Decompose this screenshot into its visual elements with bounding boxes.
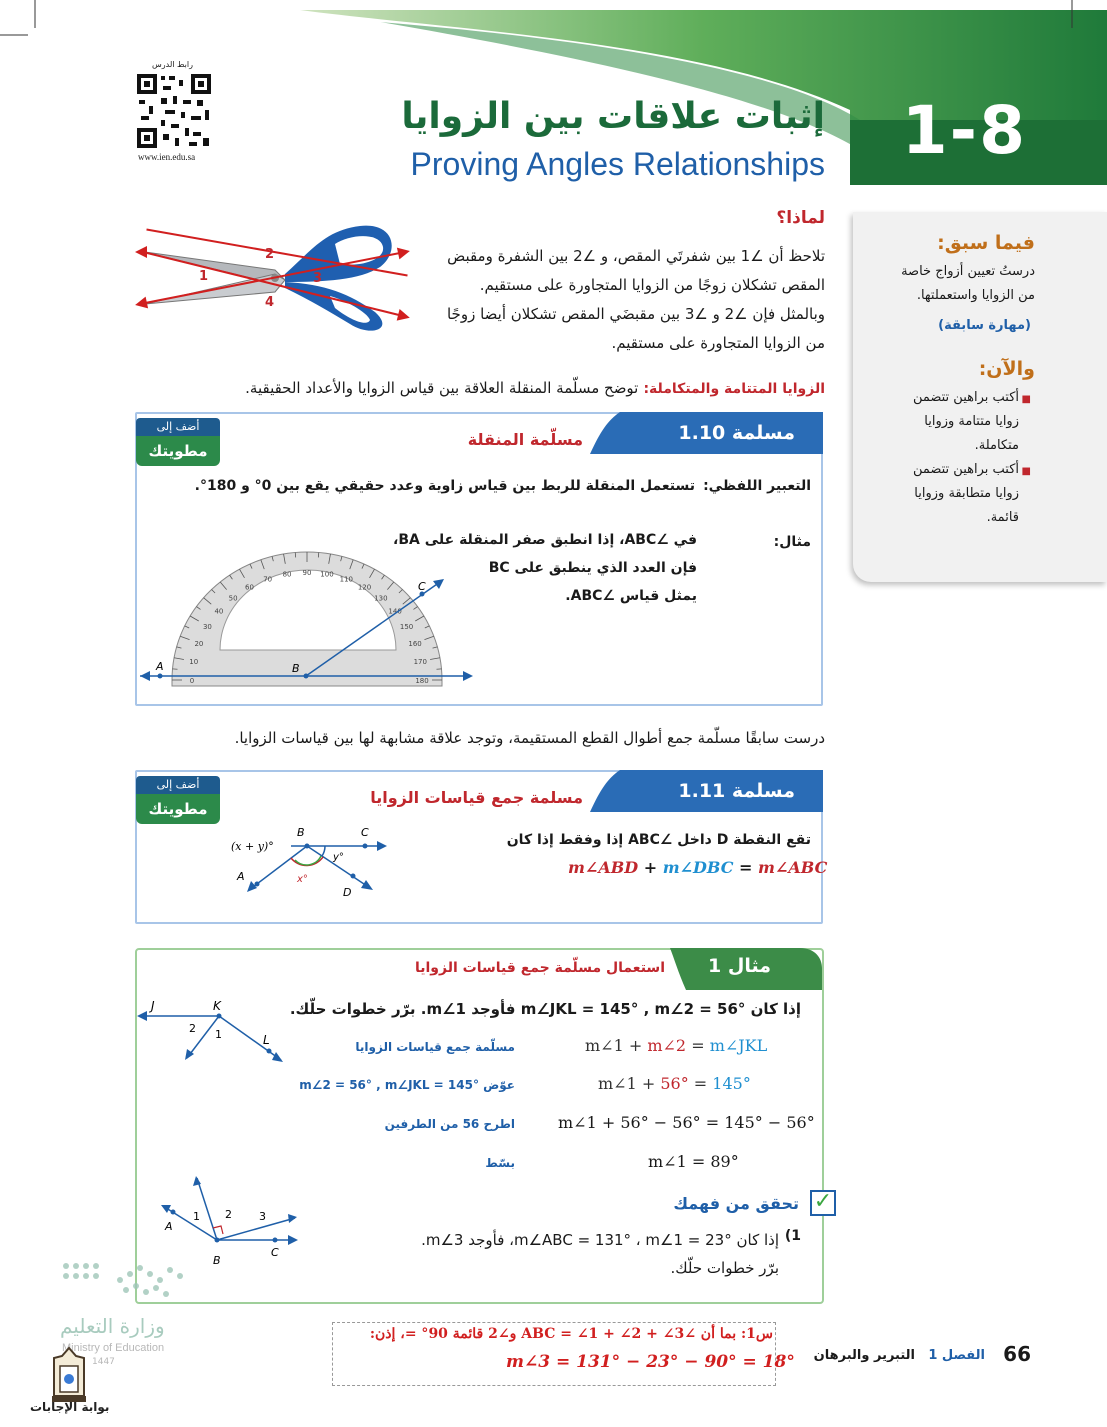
check-line-2: برّر خطوات حلّك. xyxy=(670,1259,779,1277)
label-j: J xyxy=(151,999,155,1013)
protractor-tick-label: 10 xyxy=(189,658,199,667)
now-item-2a: أكتب براهين تتضمن xyxy=(912,462,1019,477)
answer-line-1: س1: بما أن ∠ABC = ∠1 + ∠2 + ∠3 و∠2 قائمة 90° =، إذن: xyxy=(369,1326,773,1342)
bullet-icon: ■ xyxy=(1021,394,1031,405)
formula-term-dbc: m∠DBC xyxy=(662,858,734,877)
label-x: x° xyxy=(297,874,308,885)
foldable-badge[interactable] xyxy=(136,418,220,470)
postulate-111-name: مسلمة جمع قياسات الزوايا xyxy=(370,788,583,807)
angle-label-3: 3 xyxy=(313,271,323,286)
protractor-tick-label: 100 xyxy=(320,570,334,579)
chapter-label: الفصل 1 xyxy=(928,1348,985,1363)
ministry-name-ar: وزارة التعليم xyxy=(60,1314,165,1338)
lesson-title-arabic: إثبات علاقات بين الزوايا xyxy=(401,96,825,137)
point-label-c: C xyxy=(418,580,426,593)
label-angle-2: 2 xyxy=(189,1022,196,1035)
protractor-tick-label: 170 xyxy=(413,658,427,667)
step-2-expr xyxy=(598,1074,751,1093)
protractor-tick-label: 130 xyxy=(374,594,388,603)
label-d: D xyxy=(343,886,352,899)
step-3-expr: m∠1 + 56° − 56° = 145° − 56° xyxy=(558,1113,815,1132)
scissors-figure xyxy=(135,212,410,337)
label-angle-3: 3 xyxy=(259,1210,266,1223)
foldable-top: أضف إلى xyxy=(136,776,220,794)
protractor-tick-label: 80 xyxy=(282,570,292,579)
angle-label-2: 2 xyxy=(265,247,275,262)
protractor-tick-label: 180 xyxy=(415,677,429,685)
between-text: درست سابقًا مسلّمة جمع أطوال القطع المستقيمة، وتوجد علاقة مشابهة لها بين قياسات الزوايا. xyxy=(234,729,825,747)
step-1-reason: مسلّمة جمع قياسات الزوايا xyxy=(355,1040,515,1054)
label-angle-1: 1 xyxy=(193,1210,200,1223)
label-angle-2: 2 xyxy=(225,1208,232,1221)
label-y: y° xyxy=(333,852,344,863)
before-text-1: درستُ تعيين أزواج خاصة xyxy=(901,264,1035,279)
before-text-2: من الزوايا واستعملتها. xyxy=(916,288,1035,303)
check-heading: تحقق من فهمك xyxy=(673,1194,799,1213)
foldable-bottom: مطويتك xyxy=(136,794,220,824)
chapter-title: التبرير والبرهان xyxy=(813,1348,915,1363)
lesson-number: 1-8 xyxy=(901,92,1027,169)
checkmark-icon: ✓ xyxy=(810,1190,836,1216)
label-a: A xyxy=(237,870,245,883)
comp-supp-line xyxy=(245,374,825,403)
example-line-1: في ∠ABC، إذا انطبق صفر المنقلة على BA، xyxy=(393,532,697,548)
watermark-text: بوابة الإجابات xyxy=(30,1400,110,1414)
example-label: مثال: xyxy=(773,534,811,550)
lantern-icon xyxy=(44,1346,94,1406)
step-4-reason: بسّط xyxy=(485,1156,515,1170)
angle-label-4: 4 xyxy=(265,295,275,310)
before-heading: فيما سبق: xyxy=(937,232,1035,254)
angle-label-1: 1 xyxy=(199,269,209,284)
now-item-1b: زوايا متتامة وزوايا xyxy=(924,414,1019,429)
step-2-token: 145° xyxy=(712,1074,751,1093)
check-number: 1) xyxy=(784,1228,801,1244)
qr-code-icon[interactable] xyxy=(135,72,213,150)
why-line-3: وبالمثل فإن ∠2 و ∠3 بين مقبضَي المقص تشكلان أيضا زوجًا xyxy=(446,305,825,323)
label-c: C xyxy=(271,1246,279,1259)
step-1-token: m∠1 xyxy=(585,1036,629,1055)
comp-supp-text: توضح مسلّمة المنقلة العلاقة بين قياس الزوايا والأعداد الحقيقية. xyxy=(245,379,639,397)
ministry-logo-icon xyxy=(60,1260,190,1304)
protractor-tick-label: 60 xyxy=(245,583,254,592)
step-1-expr xyxy=(585,1036,767,1055)
example-1-problem: إذا كان m∠JKL = 145° , m∠2 = 56° فأوجد m∠1. برّر خطوات حلّك. xyxy=(289,1000,801,1018)
example-1-title: استعمال مسلّمة جمع قياسات الزوايا xyxy=(414,960,665,976)
step-2-token: = xyxy=(693,1074,713,1093)
ministry-name-en: Ministry of Education xyxy=(62,1342,165,1354)
verbal-text: تستعمل المنقلة للربط بين قياس زاوية وعدد حقيقي يقع بين 0° و 180°. xyxy=(194,478,695,494)
point-label-a: A xyxy=(156,660,164,673)
step-2-token: + xyxy=(641,1074,661,1093)
label-a: A xyxy=(165,1220,173,1233)
label-k: K xyxy=(213,999,221,1013)
protractor-tick-label: 0 xyxy=(189,677,195,685)
step-1-token: = xyxy=(691,1036,710,1055)
lesson-title-english: Proving Angles Relationships xyxy=(410,146,825,182)
protractor-tick-label: 70 xyxy=(263,575,273,584)
verbal-label: التعبير اللفظي: xyxy=(703,478,811,494)
label-b: B xyxy=(213,1254,221,1267)
ministry-year: 1447 xyxy=(92,1357,115,1367)
now-heading: والآن: xyxy=(978,358,1035,380)
step-1-token: m∠2 xyxy=(647,1036,692,1055)
protractor-tick-label: 90 xyxy=(302,569,312,577)
step-1-token: + xyxy=(628,1036,648,1055)
postulate-111-label: مسلمة 1.11 xyxy=(678,780,795,802)
example-line-3: يمثل قياس ∠ABC. xyxy=(565,588,697,604)
protractor-tick-label: 150 xyxy=(399,623,414,631)
protractor-tick-label: 20 xyxy=(194,640,204,649)
protractor-tick-label: 160 xyxy=(408,640,422,649)
point-label-b: B xyxy=(292,662,300,675)
qr-caption: رابط الدرس xyxy=(152,60,193,69)
step-2-reason: عوّض m∠2 = 56° , m∠JKL = 145° xyxy=(299,1078,515,1092)
protractor-figure xyxy=(140,530,475,690)
now-item-1a: أكتب براهين تتضمن xyxy=(912,390,1019,405)
protractor-tick-label: 120 xyxy=(357,583,372,592)
step-2-token: 56° xyxy=(660,1074,694,1093)
why-line-2: المقص تشكلان زوجًا من الزوايا المتجاورة على مستقيم. xyxy=(479,276,825,294)
label-c: C xyxy=(361,826,369,839)
comp-supp-label: الزوايا المتتامة والمتكاملة: xyxy=(643,381,825,397)
why-line-4: من الزوايا المتجاورة على مستقيم. xyxy=(611,334,825,352)
step-2-token: m∠1 xyxy=(598,1074,642,1093)
step-1-token: m∠JKL xyxy=(709,1036,768,1055)
label-x-plus-y: (x + y)° xyxy=(231,840,274,853)
formula-term-abc: m∠ABC xyxy=(758,858,828,877)
protractor-tick-label: 110 xyxy=(339,575,354,584)
example-1-label: مثال 1 xyxy=(708,955,771,977)
abc-check-diagram xyxy=(155,1172,305,1267)
check-line-1: إذا كان m∠ABC = 131° ، m∠1 = 23°، فأوجد m∠3. xyxy=(421,1231,779,1249)
bullet-icon: ■ xyxy=(1021,466,1031,477)
protractor-tick-label: 40 xyxy=(214,607,224,616)
postulate-111-statement: تقع النقطة D داخل ∠ABC إذا وفقط إذا كان xyxy=(506,832,811,848)
foldable-badge[interactable] xyxy=(136,776,220,828)
jkl-diagram xyxy=(135,996,285,1062)
formula-equals: = xyxy=(733,858,759,877)
label-b: B xyxy=(297,826,305,839)
formula-plus: + xyxy=(638,858,663,877)
protractor-tick-label: 140 xyxy=(388,607,402,616)
postulate-110-name: مسلّمة المنقلة xyxy=(467,430,583,449)
why-line-1: تلاحظ أن ∠1 بين شفرتَي المقص، و ∠2 بين الشفرة ومقبض xyxy=(447,247,825,265)
now-item-2b: زوايا متطابقة وزوايا xyxy=(914,486,1019,501)
before-link[interactable]: (مهارة سابقة) xyxy=(938,318,1031,333)
foldable-bottom: مطويتك xyxy=(136,436,220,466)
label-l: L xyxy=(263,1033,270,1047)
page-number: 66 xyxy=(1003,1342,1031,1366)
example-line-2: فإن العدد الذي ينطبق على BC xyxy=(488,560,697,576)
angle-addition-diagram xyxy=(225,824,390,902)
qr-url[interactable]: www.ien.edu.sa xyxy=(138,152,196,162)
foldable-top: أضف إلى xyxy=(136,418,220,436)
protractor-tick-label: 50 xyxy=(228,594,238,603)
now-item-2c: قائمة. xyxy=(986,510,1019,525)
label-angle-1: 1 xyxy=(215,1028,222,1041)
protractor-tick-label: 30 xyxy=(202,623,212,631)
angle-addition-formula xyxy=(568,858,827,877)
why-heading: لماذا؟ xyxy=(776,208,825,228)
step-3-reason: اطرح 56 من الطرفين xyxy=(384,1117,515,1131)
formula-term-abd: m∠ABD xyxy=(568,858,639,877)
step-4-expr: m∠1 = 89° xyxy=(648,1152,739,1171)
now-item-1c: متكاملة. xyxy=(974,438,1019,453)
answer-line-2: m∠3 = 131° − 23° − 90° = 18° xyxy=(506,1352,795,1372)
postulate-110-label: مسلمة 1.10 xyxy=(678,422,795,444)
